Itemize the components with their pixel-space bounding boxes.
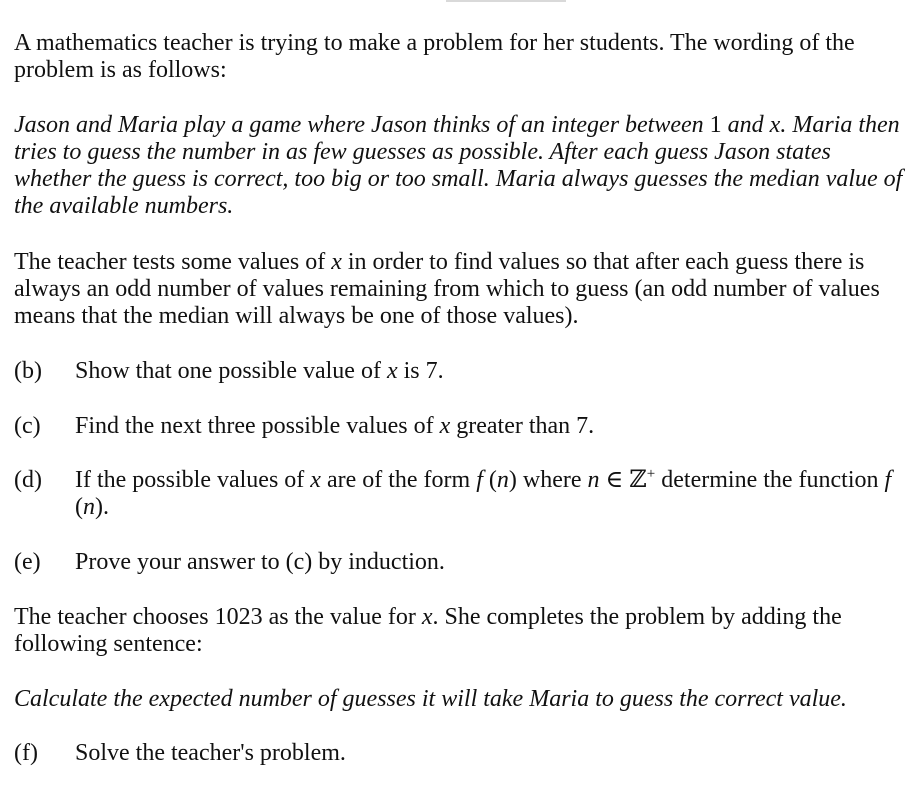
part-d-function-f: f <box>476 467 483 493</box>
game-variable-x: x <box>769 112 781 138</box>
part-b-pre: Show that one possible value of <box>75 358 387 384</box>
final-sentence <box>14 686 904 713</box>
part-b <box>14 358 906 385</box>
part-b-text <box>75 358 906 385</box>
part-d-variable-n-2: n <box>587 467 600 493</box>
final-sentence-text: Calculate the expected number of guesses it will take Maria to guess the correct value. <box>14 686 847 712</box>
top-divider <box>446 0 566 2</box>
part-d-pre: If the possible values of <box>75 467 311 493</box>
game-text-start: Jason and Maria play a game where Jason thinks of an integer between <box>14 112 710 138</box>
intro-text: A mathematics teacher is trying to make a problem for her students. The wording of the problem is as follows: <box>14 30 855 83</box>
part-c-text <box>75 413 906 440</box>
part-c-variable-x: x <box>439 413 451 439</box>
part-c <box>14 413 906 440</box>
part-c-pre: Find the next three possible values of <box>75 413 440 439</box>
part-c-post: greater than 7. <box>450 413 595 439</box>
teacher-choice-paragraph <box>14 604 904 658</box>
part-d-paren-open: ( <box>482 467 497 493</box>
game-text-end: . Maria then tries to guess the number in as few guesses as possible. After each guess Jason states whether the guess is correct, too big or too small. Maria always guesses the median value of the available numbers. <box>14 112 903 219</box>
part-d <box>14 467 906 521</box>
choice-variable-x: x <box>421 604 433 630</box>
part-e <box>14 549 906 576</box>
choice-text-end: . She completes the problem by adding the following sentence: <box>14 604 842 657</box>
game-text-and: and <box>721 112 770 138</box>
part-d-variable-x: x <box>310 467 321 493</box>
part-d-post: determine the function <box>655 467 885 493</box>
part-f-text: Solve the teacher's problem. <box>75 740 346 766</box>
part-e-text: Prove your answer to (c) by induction. <box>75 549 445 575</box>
intro-paragraph <box>14 30 904 84</box>
part-d-end-paren-close: ). <box>95 494 109 520</box>
part-d-text <box>75 467 906 521</box>
part-d-label: (d) <box>14 467 42 493</box>
choice-text-start: The teacher chooses 1023 as the value for <box>14 604 422 630</box>
teacher-variable-x: x <box>331 249 342 275</box>
part-e-label: (e) <box>14 549 41 575</box>
part-b-variable-x: x <box>386 358 398 384</box>
part-d-variable-n-3: n <box>83 494 95 520</box>
part-f <box>14 740 906 767</box>
game-number-one: 1 <box>709 112 722 138</box>
part-d-paren-close: ) where <box>508 467 588 493</box>
part-d-end-paren-open: ( <box>75 494 83 520</box>
part-f-label: (f) <box>14 740 38 766</box>
part-c-label: (c) <box>14 413 41 439</box>
part-d-mid: are of the form <box>320 467 477 493</box>
game-description <box>14 112 904 220</box>
part-d-integer-set: ∈ ℤ <box>599 467 647 493</box>
teacher-text-end: in order to find values so that after each guess there is always an odd number of values remaining from which to guess (an odd number of values means that the median will always be one of those values). <box>14 249 880 329</box>
part-d-function-f-2: f <box>884 467 892 493</box>
part-b-label: (b) <box>14 358 42 384</box>
part-d-superscript-plus: + <box>646 466 656 482</box>
part-b-post: is 7. <box>397 358 444 384</box>
teacher-text-start: The teacher tests some values of <box>14 249 332 275</box>
part-d-variable-n: n <box>496 467 509 493</box>
teacher-tests-paragraph <box>14 249 904 330</box>
